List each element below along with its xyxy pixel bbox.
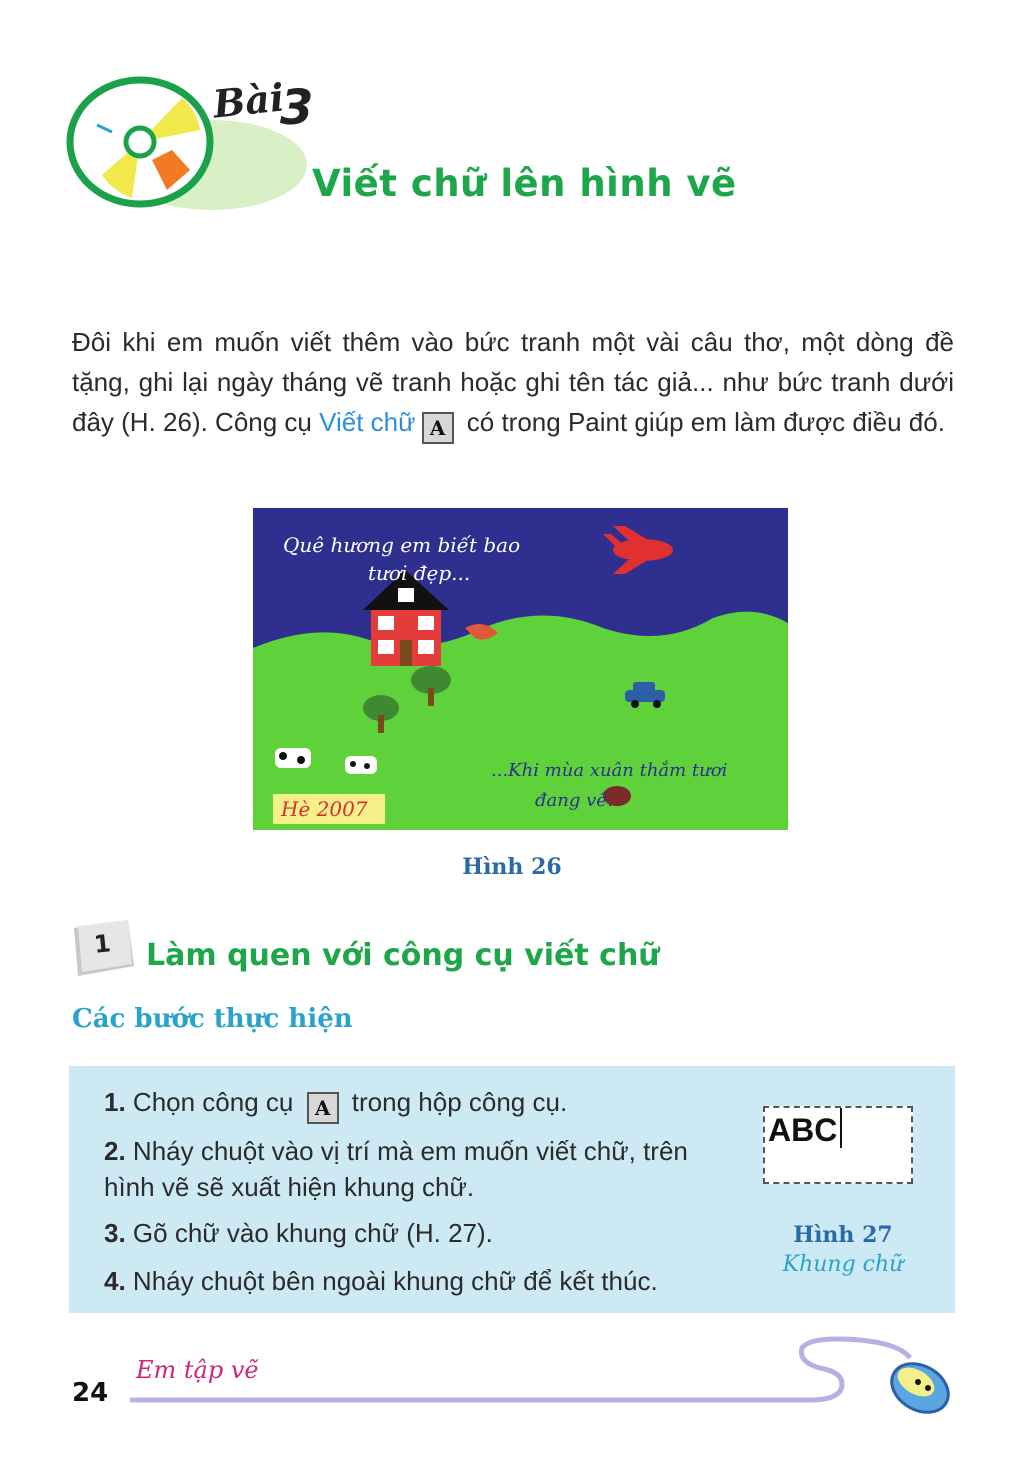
poem-line-1: Quê hương em biết bao <box>283 533 521 557</box>
computer-mouse-icon <box>883 1354 957 1422</box>
text-tool-icon: A <box>422 412 454 444</box>
step-number: 3. <box>104 1218 126 1248</box>
page-number: 24 <box>72 1378 109 1408</box>
step-text: Nháy chuột vào vị trí mà em muốn viết chữ, trên hình vẽ sẽ xuất hiện khung chữ. <box>104 1136 688 1202</box>
steps-heading: Các bước thực hiện <box>72 1004 353 1034</box>
dog-icon-1 <box>275 748 311 768</box>
step-text: Chọn công cụ <box>125 1087 301 1117</box>
poem-line-3: ...Khi mùa xuân thắm tươi <box>491 760 728 781</box>
intro-paragraph <box>72 322 954 444</box>
step-number: 1. <box>104 1087 126 1117</box>
step-number: 2. <box>104 1136 126 1166</box>
section-number: 1 <box>92 929 113 959</box>
lesson-number: 3 <box>280 80 314 136</box>
step-2 <box>104 1133 704 1205</box>
text-caret <box>840 1108 842 1148</box>
intro-text-part2: có trong Paint giúp em làm được điều đó. <box>459 407 945 437</box>
step-text: trong hộp công cụ. <box>344 1087 568 1117</box>
text-tool-name: Viết chữ <box>319 407 416 437</box>
text-tool-icon: A <box>307 1092 339 1124</box>
figure-26-caption: Hình 26 <box>462 854 562 880</box>
date-label: Hè 2007 <box>281 797 368 821</box>
dog-icon-2 <box>345 756 377 774</box>
step-1 <box>104 1084 724 1124</box>
figure-26-painting <box>253 508 788 830</box>
figure-27-subcaption: Khung chữ <box>782 1252 904 1277</box>
section-title: Làm quen với công cụ viết chữ <box>146 938 660 973</box>
intro-text-part1: Đôi khi em muốn viết thêm vào bức tranh một vài câu thơ, một dòng đề tặng, ghi lại ngày tháng vẽ tranh hoặc ghi tên tác giả... như bức tranh dưới đây (H. 26). Công cụ <box>72 327 954 437</box>
lesson-label: Bài <box>210 74 287 127</box>
step-3 <box>104 1215 724 1251</box>
step-text: Gõ chữ vào khung chữ (H. 27). <box>125 1218 493 1248</box>
text-frame-sample-text: ABC <box>768 1112 838 1148</box>
step-number: 4. <box>104 1266 126 1296</box>
poem-line-2: tươi đẹp... <box>368 561 471 585</box>
lesson-title: Viết chữ lên hình vẽ <box>312 162 737 205</box>
poem-line-4: đang về. <box>535 790 614 811</box>
book-title: Em tập vẽ <box>136 1356 259 1384</box>
step-4 <box>104 1263 724 1299</box>
step-text: Nháy chuột bên ngoài khung chữ để kết thúc. <box>125 1266 658 1296</box>
figure-27-caption: Hình 27 <box>793 1222 893 1248</box>
